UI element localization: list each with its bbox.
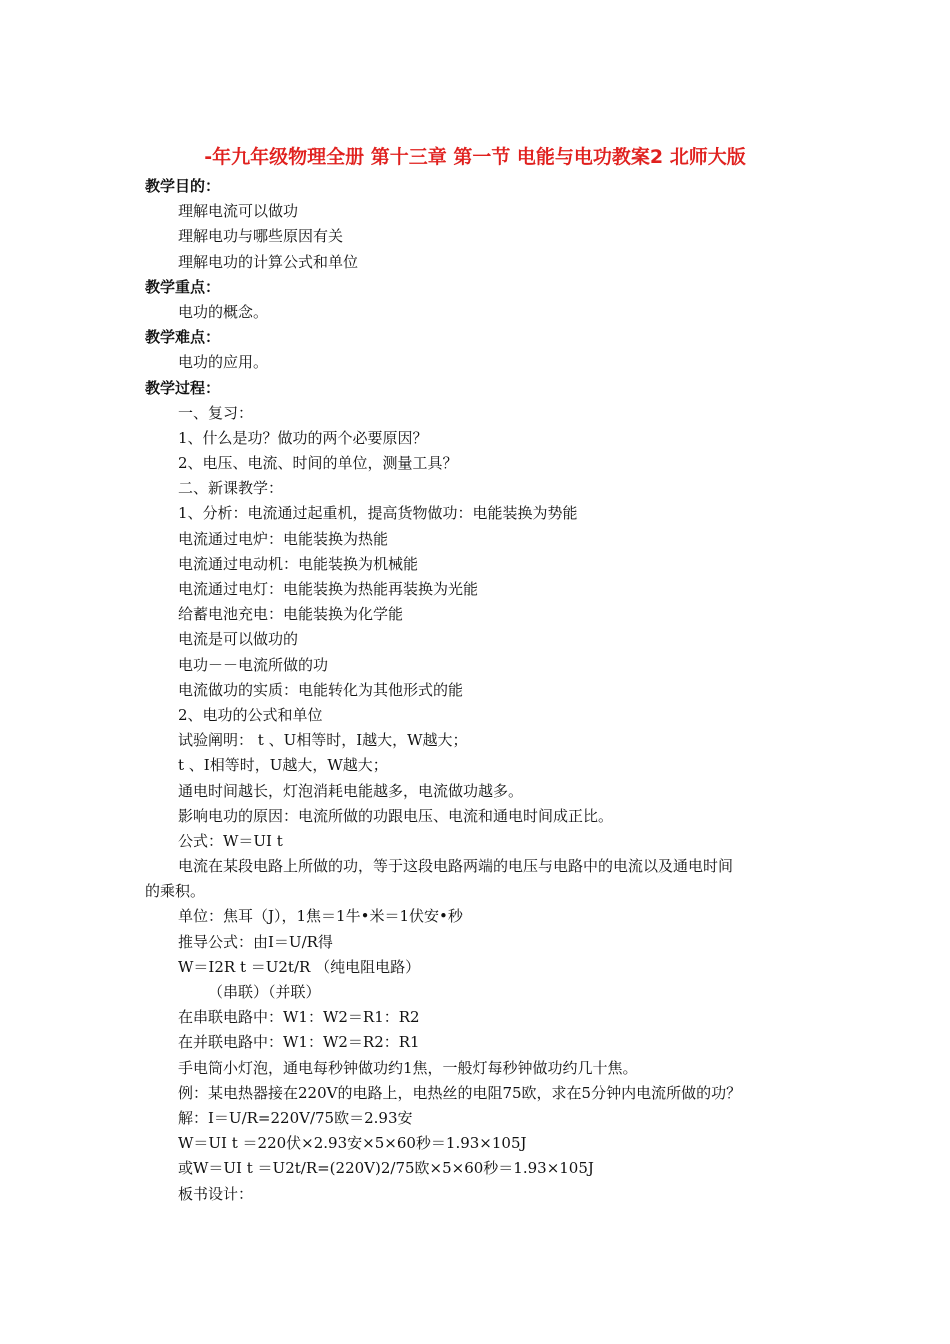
text-line: 1、什么是功？做功的两个必要原因？ [178, 428, 428, 447]
section-heading: 教学过程： [145, 378, 221, 397]
text-line: 单位：焦耳（J），1焦＝1牛•米＝1伏安•秒 [178, 907, 463, 926]
text-line: 二、新课教学： [178, 479, 284, 498]
text-line: 2、电功的公式和单位 [178, 705, 323, 724]
text-line: 理解电功的计算公式和单位 [178, 252, 359, 271]
text-line: W＝I2R t ＝U2t/R （纯电阻电路） [178, 957, 421, 976]
text-line: 理解电功与哪些原因有关 [178, 227, 344, 246]
text-line: 电功的概念。 [178, 302, 269, 321]
text-line: 电功－－电流所做的功 [178, 655, 329, 674]
text-line: 理解电流可以做功 [178, 202, 299, 221]
text-line: 在串联电路中：W1：W2＝R1：R2 [178, 1008, 420, 1027]
text-line: 在并联电路中：W1：W2＝R2：R1 [178, 1033, 420, 1052]
text-line: 推导公式：由I＝U/R得 [178, 932, 333, 951]
text-line: 2、电压、电流、时间的单位，测量工具？ [178, 454, 458, 473]
text-line: 解：I＝U/R=220V/75欧＝2.93安 [178, 1108, 413, 1127]
text-line: t 、I相等时，U越大，W越大； [178, 756, 388, 775]
text-line: 电流在某段电路上所做的功，等于这段电路两端的电压与电路中的电流以及通电时间 [178, 857, 734, 876]
section-heading: 教学目的： [145, 177, 221, 195]
text-line: 手电筒小灯泡，通电每秒钟做功约1焦，一般灯每秒钟做功约几十焦。 [178, 1058, 638, 1077]
text-line: 或W＝UI t ＝U2t/R=(220V)2/75欧×5×60秒＝1.93×105J [178, 1159, 594, 1178]
text-line: 例：某电热器接在220V的电路上，电热丝的电阻75欧，求在5分钟内电流所做的功？ [178, 1083, 742, 1102]
section-heading: 教学难点： [145, 328, 221, 347]
text-line: 试验阐明： t 、U相等时，I越大，W越大； [178, 731, 468, 750]
text-line: 板书设计： [178, 1184, 254, 1203]
text-line: 的乘积。 [145, 882, 206, 901]
text-line: 电流通过电炉：电能装换为热能 [178, 529, 389, 548]
text-line: 电功的应用。 [178, 353, 269, 372]
text-line: 公式：W＝UI t [178, 831, 283, 850]
text-line: 1、分析：电流通过起重机，提高货物做功：电能装换为势能 [178, 504, 578, 523]
text-line: 给蓄电池充电：电能装换为化学能 [178, 605, 404, 624]
text-line: 电流做功的实质：电能转化为其他形式的能 [178, 680, 464, 699]
document-body [145, 174, 805, 1207]
document-title: -年九年级物理全册 第十三章 第一节 电能与电功教案2 北师大版 [204, 146, 746, 168]
text-line: （串联）（并联） [208, 983, 321, 1001]
section-heading: 教学重点： [145, 277, 221, 296]
text-line: W＝UI t ＝220伏×2.93安×5×60秒＝1.93×105J [178, 1134, 527, 1153]
text-line: 通电时间越长，灯泡消耗电能越多，电流做功越多。 [178, 781, 524, 800]
text-line: 影响电功的原因：电流所做的功跟电压、电流和通电时间成正比。 [178, 806, 614, 825]
text-line: 电流通过电灯：电能装换为热能再装换为光能 [178, 580, 479, 598]
text-line: 一、复习： [178, 403, 254, 422]
text-line: 电流通过电动机：电能装换为机械能 [178, 554, 419, 573]
text-line: 电流是可以做功的 [178, 630, 299, 649]
